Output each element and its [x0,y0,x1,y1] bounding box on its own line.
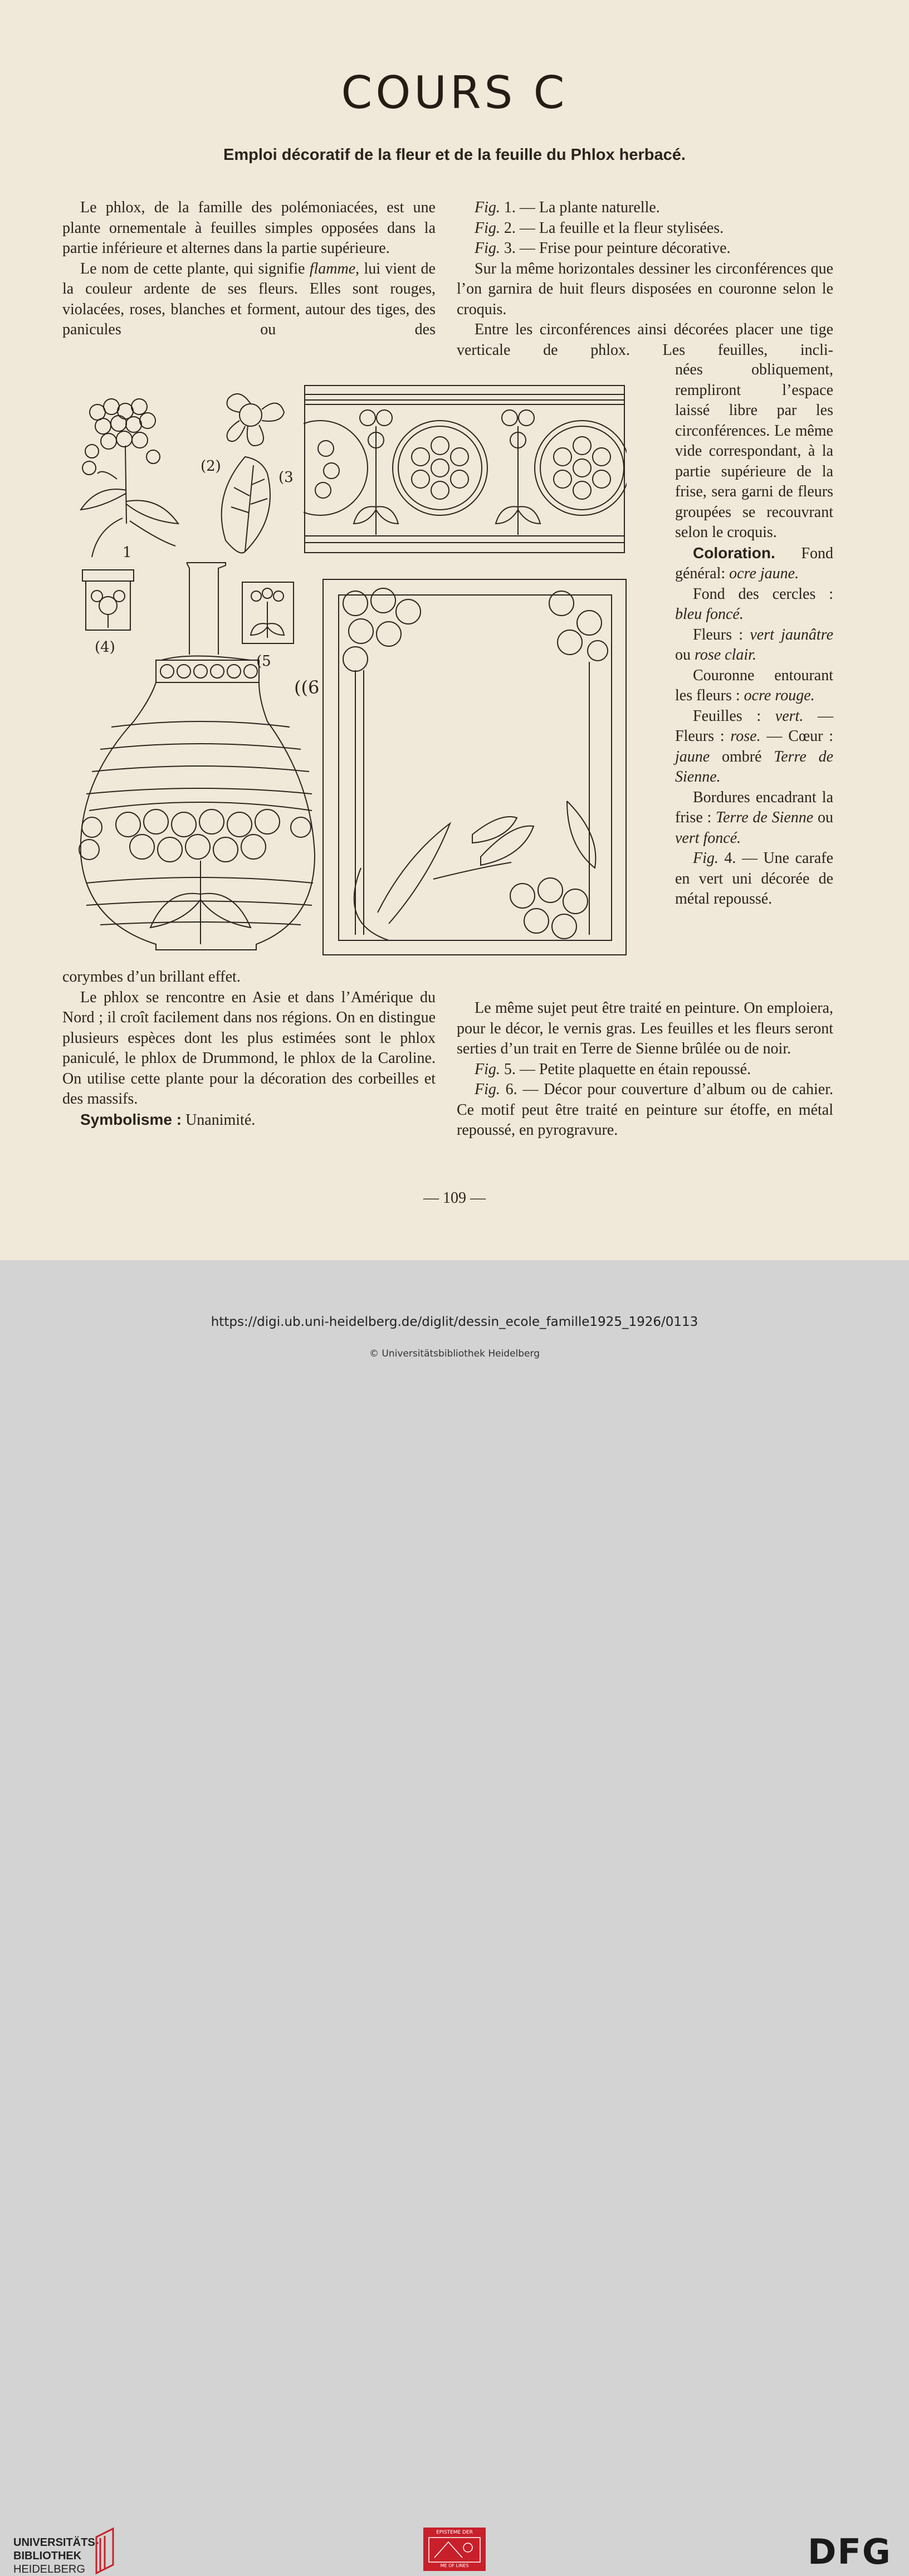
episteme-line2: ME OF LINES [440,2563,469,2568]
figure-1-plant-illustration [64,390,189,563]
text-run-italic: flamme [309,260,356,277]
figure-5-number: (5 [256,653,271,670]
text-run: — Cœur : [760,728,834,745]
fig-label: Fig. [475,219,500,237]
text-run-italic: vert jaunâtre [750,626,833,643]
text-run: — Fleurs : [675,707,833,745]
page-subtitle: Emploi décoratif de la fleur et de la feuille du Phlox herbacé. [223,146,686,164]
right-column-bottom [457,998,833,1141]
copyright-notice: © Universitätsbibliothek Heidelberg [369,1348,540,1359]
figure-1-number: 1 [123,544,132,561]
caption-fig2 [457,218,833,239]
episteme-logo[interactable] [423,2528,486,2571]
scanned-page [0,0,909,1260]
text-run-italic: ocre jaune. [729,565,799,582]
fig-label: Fig. [475,199,500,216]
text-run: Fond général: [675,544,833,582]
paragraph-name-continued: corymbes d’un brillant effet. [62,968,241,985]
fig-text: 1. — La plante naturelle. [500,199,660,216]
ub-line3: HEIDELBERG [13,2563,85,2575]
right-narrow-column [675,360,833,910]
fig-text: 3. — Frise pour peinture décorative. [500,240,731,257]
text-run: Fleurs : [693,626,750,643]
text-run: , lui vient de la couleur ardente de ses fleurs. Elles sont rouges, violacées, roses, blanches et forment, autour des tiges, des panicules ou des [62,260,436,338]
paragraph-borders [675,788,833,849]
paragraph-crown [675,666,833,706]
text-run: Couronne entourant les fleurs : [675,666,833,704]
caption-fig4 [675,848,833,910]
caption-fig5 [457,1060,833,1080]
page-title: COURS C [341,67,568,119]
text-run: Fond des cercles : [693,585,833,603]
episteme-line1: EPISTEME DER [436,2530,473,2535]
figure-3-frieze [304,384,627,557]
ub-logo-icon[interactable] [94,2526,119,2576]
fig-text: 6. — Décor pour couverture d’album ou de cahier. Ce motif peut être traité en peinture sur étoffe, en métal repoussé, en pyrogravure. [457,1081,833,1139]
paragraph-between: Entre les circonférences ainsi décorées placer une tige verticale de phlox. Les feuilles, incli- [457,321,833,359]
page-url-link[interactable]: https://digi.ub.uni-heidelberg.de/diglit/dessin_ecole_famille1925_1926/0113 [211,1315,698,1329]
figure-6-number: ((6 [294,677,320,698]
symbolism-value: Unanimité. [182,1111,256,1129]
paragraph-origin: Le phlox se rencontre en Asie et dans l’Amérique du Nord ; il croît facilement dans nos régions. On en distingue plusieurs espèces dont les plus estimées sont le phlox paniculé, le phlox de Drummond, le phlox de la Caroline. On utilise cette plante pour la décoration des corbeilles et des massifs. [62,988,436,1108]
figure-6-album-cover [322,578,627,957]
ub-line1: UNIVERSITÄTS- [13,2536,99,2549]
fig-label: Fig. [475,240,500,257]
paragraph-circles: Sur la même horizontales dessiner les circonférences que l’on garnira de huit fleurs disposées en couronne selon le croquis. [457,260,833,318]
text-run-italic: bleu foncé. [675,606,744,623]
coloration-label: Coloration. [693,544,775,562]
ub-heidelberg-logo-text[interactable] [13,2536,99,2576]
text-run-italic: rose clair. [695,646,756,663]
figure-4-number: (4) [95,639,115,655]
text-run-italic: jaune [675,748,710,765]
text-run-italic: ocre rouge. [744,687,815,704]
paragraph-symbolism [62,1110,436,1131]
text-run: ou [675,646,695,663]
fig-text: 5. — Petite plaquette en étain repoussé. [500,1060,751,1078]
paragraph-intro: Le phlox, de la famille des polémoniacées, est une plante ornementale à feuilles simples opposées dans la partie inférieure et alternes dans la partie supérieure. [62,199,436,257]
paragraph-circle-bg [675,584,833,625]
text-run: Bordures encadrant la frise : [675,788,833,826]
text-run-italic: vert foncé. [675,829,741,847]
text-run: ombré [710,748,774,765]
paragraph-flowers [675,625,833,666]
paragraph-coloration [675,543,833,584]
figure-4-carafe [67,560,320,955]
caption-fig1 [457,198,833,218]
text-run: Le nom de cette plante, qui signifie [80,260,310,277]
symbolism-label: Symbolisme : [80,1110,182,1128]
fig-label: Fig. [475,1060,500,1078]
paragraph-name [62,259,436,340]
paragraph-leaves-color [675,706,833,788]
figure-2-number: (2) [201,458,221,475]
dfg-logo[interactable]: DFG [808,2531,892,2572]
fig-text: 2. — La feuille et la fleur stylisées. [500,219,724,237]
figure-3-number: (3 [278,469,294,486]
fig-label: Fig. [693,850,719,867]
text-run-italic: vert. [775,707,804,725]
page-number: — 109 — [423,1189,486,1207]
text-run-italic: rose. [730,728,761,745]
episteme-emblem-icon [423,2535,486,2564]
caption-fig6 [457,1080,833,1141]
fig-label: Fig. [475,1081,500,1098]
figure-2-stylized-leaf-flower [201,384,295,563]
caption-fig3 [457,238,833,259]
left-column-top [62,198,436,340]
ub-line2: BIBLIOTHEK [13,2550,82,2562]
text-run: Feuilles : [693,707,775,725]
paragraph-painting: Le même sujet peut être traité en peinture. On emploiera, pour le décor, le vernis gras. Les feuilles et les fleurs seront serties d’un trait en Terre de Sienne brûlée ou de noir. [457,999,833,1057]
text-run-italic: Terre de Sienne [716,809,814,826]
right-column-top [457,198,833,360]
left-column-bottom [62,967,436,1130]
text-run-italic: Terre de Sienne. [675,748,833,786]
paragraph-leaves: nées obliquement, rempliront l’espace laissé libre par les circonférences. Le même vide correspondant, à la partie supérieure de la frise, sera garni de fleurs groupées se recouvrant selon le croquis. [675,361,833,541]
text-run: ou [813,809,833,826]
fig-text: 4. — Une carafe en vert uni décorée de métal repoussé. [675,850,833,908]
